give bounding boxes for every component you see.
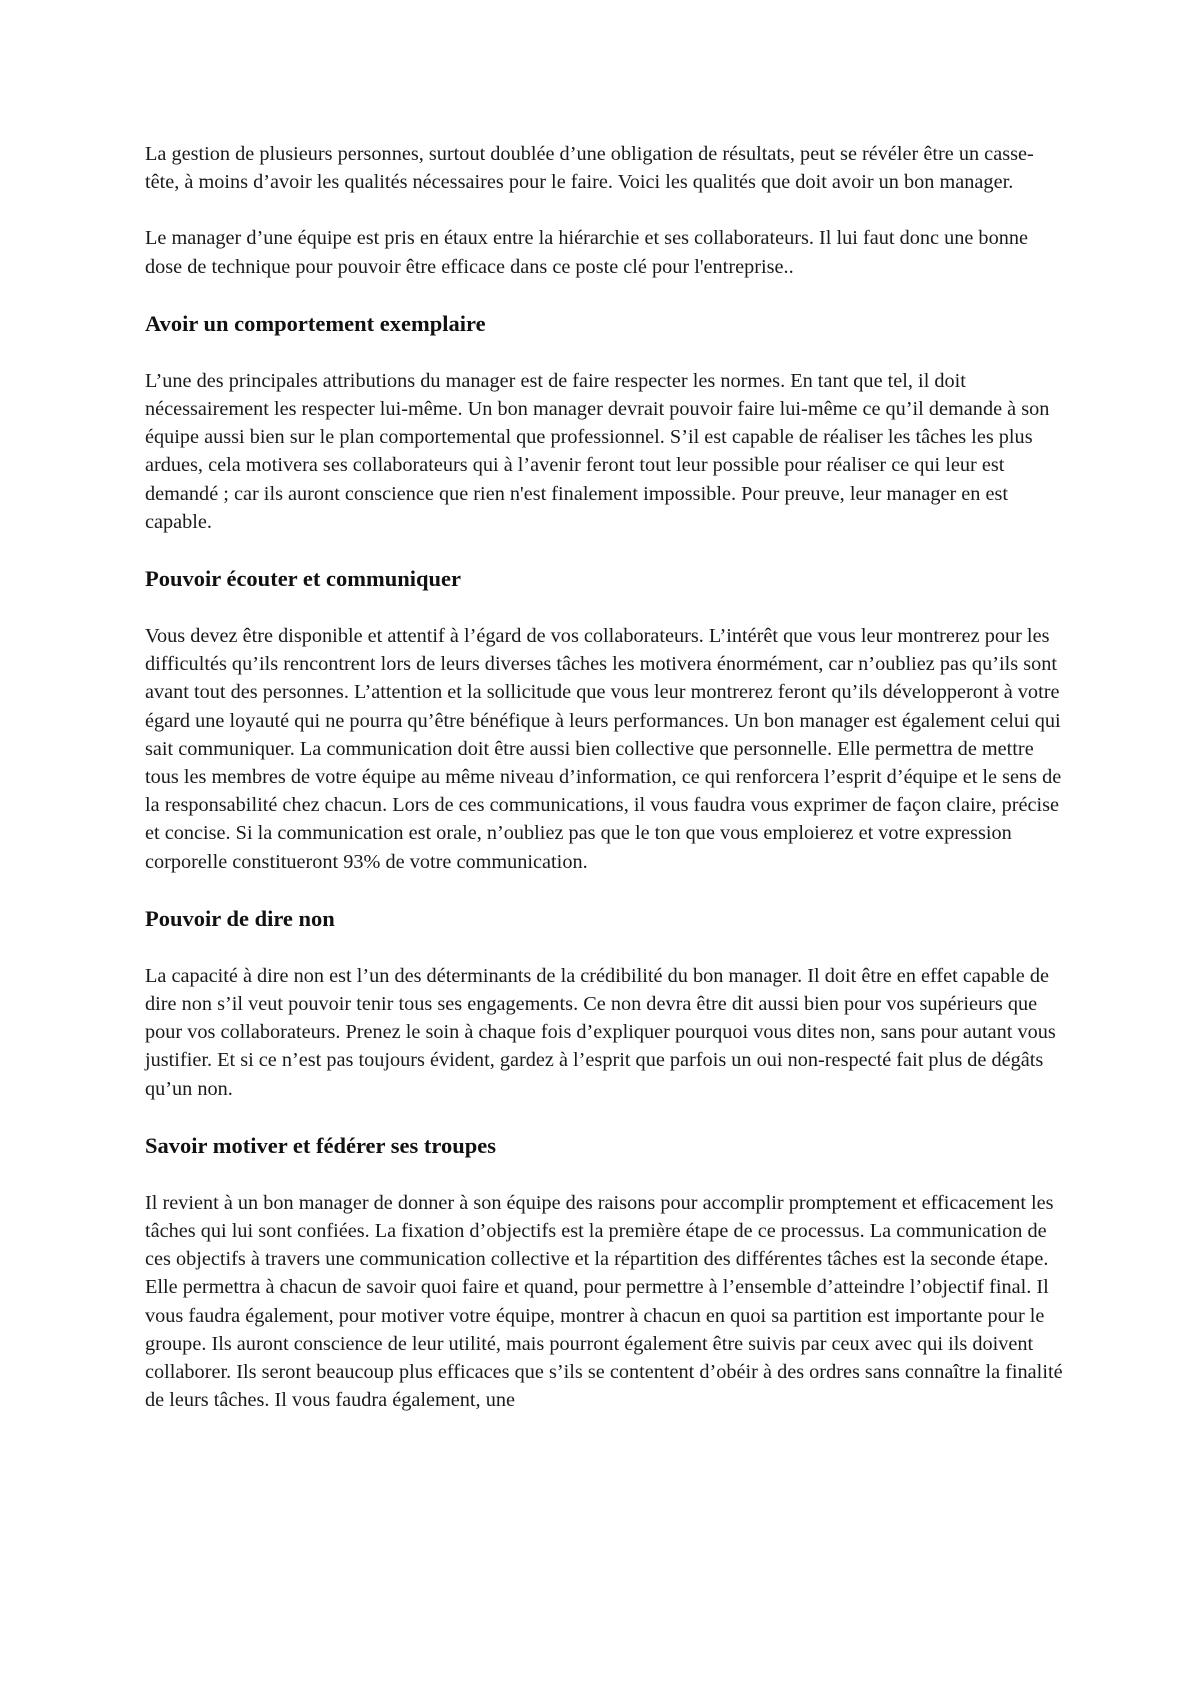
section-body-ecouter: Vous devez être disponible et attentif à l’égard de vos collaborateurs. L’intérêt que vous leur montrerez pour les difficultés qu’ils rencontrent lors de leurs diverses tâches les motivera énormément, car n’oubliez pas qu’ils sont avant tout des personnes. L’attention et la sollicitude que vous leur montrerez feront qu’ils développeront à votre égard une loyauté qui ne pourra qu’être bénéfique à leurs performances. Un bon manager est également celui qui sait communiquer. La communication doit être aussi bien collective que personnelle. Elle permettra de mettre tous les membres de votre équipe au même niveau d’information, ce qui renforcera l’esprit d’équipe et le sens de la responsabilité chez chacun. Lors de ces communications, il vous faudra vous exprimer de façon claire, précise et concise. Si la communication est orale, n’oubliez pas que le ton que vous emploierez et votre expression corporelle constitueront 93% de votre communication. bbox=[145, 625, 1062, 873]
intro-paragraph-1: La gestion de plusieurs personnes, surtout doublée d’une obligation de résultats, peut se révéler être un casse-tête, à moins d’avoir les qualités nécessaires pour le faire. Voici les qualités que doit avoir un bon manager. bbox=[145, 143, 1034, 194]
section-heading-comportement: Avoir un comportement exemplaire bbox=[145, 310, 486, 336]
section-body-dire-non: La capacité à dire non est l’un des déterminants de la crédibilité du bon manager. Il doit être en effet capable de dire non s’il veut pouvoir tenir tous ses engagements. Ce non devra être dit aussi bien pour vos supérieurs que pour vos collaborateurs. Prenez le soin à chaque fois d’expliquer pourquoi vous dites non, sans pour autant vous justifier. Et si ce n’est pas toujours évident, gardez à l’esprit que parfois un oui non-respecté fait plus de dégâts qu’un non. bbox=[145, 964, 1056, 1100]
document-page bbox=[145, 140, 1065, 1443]
section-heading-ecouter: Pouvoir écouter et communiquer bbox=[145, 566, 461, 592]
section-body-motiver: Il revient à un bon manager de donner à son équipe des raisons pour accomplir promptement et efficacement les tâches qui lui sont confiées. La fixation d’objectifs est la première étape de ce processus. La communication de ces objectifs à travers une communication collective et la répartition des différentes tâches est la seconde étape. Elle permettra à chacun de savoir quoi faire et quand, pour permettre à l’ensemble d’atteindre l’objectif final. Il vous faudra également, pour motiver votre équipe, montrer à chacun en quoi sa partition est importante pour le groupe. Ils auront conscience de leur utilité, mais pourront également être suivis par ceux avec qui ils doivent collaborer. Ils seront beaucoup plus efficaces que s’ils se contentent d’obéir à des ordres sans connaître la finalité de leurs tâches. Il vous faudra également, une bbox=[145, 1191, 1063, 1412]
intro-paragraph-2: Le manager d’une équipe est pris en étaux entre la hiérarchie et ses collaborateurs. Il lui faut donc une bonne dose de technique pour pouvoir être efficace dans ce poste clé pour l'entreprise.. bbox=[145, 227, 1028, 278]
section-body-comportement: L’une des principales attributions du manager est de faire respecter les normes. En tant que tel, il doit nécessairement les respecter lui-même. Un bon manager devrait pouvoir faire lui-même ce qu’il demande à son équipe aussi bien sur le plan comportemental que professionnel. S’il est capable de réaliser les tâches les plus ardues, cela motivera ses collaborateurs qui à l’avenir feront tout leur possible pour réaliser ce qui leur est demandé ; car ils auront conscience que rien n'est finalement impossible. Pour preuve, leur manager en est capable. bbox=[145, 369, 1050, 533]
section-heading-dire-non: Pouvoir de dire non bbox=[145, 905, 335, 931]
section-heading-motiver: Savoir motiver et fédérer ses troupes bbox=[145, 1132, 496, 1158]
